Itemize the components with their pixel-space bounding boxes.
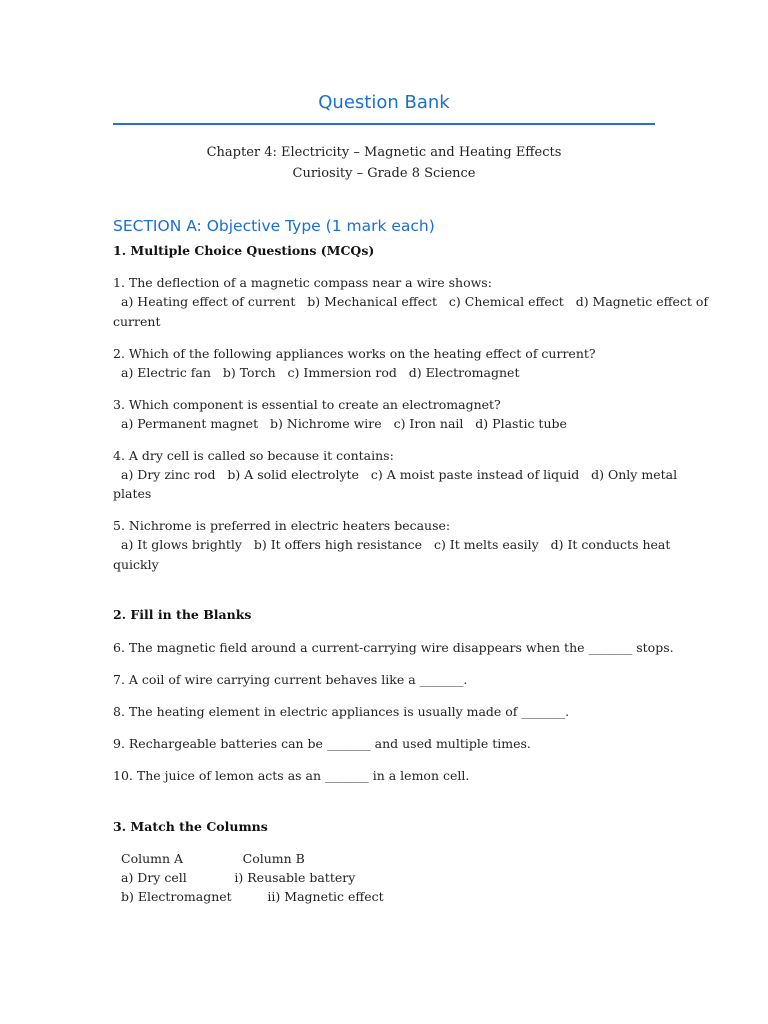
match-row: b) Electromagnet ii) Magnetic effect — [121, 889, 384, 904]
mcq-options-1: a) Heating effect of current b) Mechanical effect c) Chemical effect d) Magnetic effect of — [121, 294, 709, 309]
section-a-heading: SECTION A: Objective Type (1 mark each) — [113, 217, 435, 235]
mcq-options-4-cont: plates — [113, 486, 152, 501]
mcq-heading: 1. Multiple Choice Questions (MCQs) — [113, 243, 375, 258]
mcq-question-5: 5. Nichrome is preferred in electric heaters because: — [113, 518, 451, 533]
page-title: Question Bank — [318, 92, 450, 113]
mcq-question-3: 3. Which component is essential to create an electromagnet? — [113, 397, 501, 412]
mcq-options-5: a) It glows brightly b) It offers high resistance c) It melts easily d) It conducts heat — [121, 537, 671, 552]
mcq-options-4: a) Dry zinc rod b) A solid electrolyte c) A moist paste instead of liquid d) Only metal — [121, 467, 678, 482]
mcq-options-2: a) Electric fan b) Torch c) Immersion rod d) Electromagnet — [121, 365, 520, 380]
title-underline — [113, 123, 655, 125]
course-subtitle: Curiosity – Grade 8 Science — [292, 166, 476, 181]
fill-blank-item: 10. The juice of lemon acts as an _______ in a lemon cell. — [113, 768, 470, 783]
fill-blank-item: 8. The heating element in electric appliances is usually made of _______. — [113, 704, 570, 719]
fill-blank-item: 7. A coil of wire carrying current behaves like a _______. — [113, 672, 468, 687]
match-header-row: Column A Column B — [121, 851, 305, 866]
mcq-question-4: 4. A dry cell is called so because it contains: — [113, 448, 394, 463]
fill-blanks-heading: 2. Fill in the Blanks — [113, 607, 252, 622]
fill-blank-item: 9. Rechargeable batteries can be _______ and used multiple times. — [113, 736, 531, 751]
mcq-question-1: 1. The deflection of a magnetic compass near a wire shows: — [113, 275, 492, 290]
mcq-options-5-cont: quickly — [113, 557, 159, 572]
match-columns-heading: 3. Match the Columns — [113, 819, 268, 834]
chapter-subtitle: Chapter 4: Electricity – Magnetic and Heating Effects — [206, 145, 562, 160]
mcq-question-2: 2. Which of the following appliances works on the heating effect of current? — [113, 346, 596, 361]
mcq-options-1-cont: current — [113, 314, 161, 329]
fill-blank-item: 6. The magnetic field around a current-carrying wire disappears when the _______ stops. — [113, 640, 674, 655]
match-row: a) Dry cell i) Reusable battery — [121, 870, 356, 885]
mcq-options-3: a) Permanent magnet b) Nichrome wire c) Iron nail d) Plastic tube — [121, 416, 567, 431]
